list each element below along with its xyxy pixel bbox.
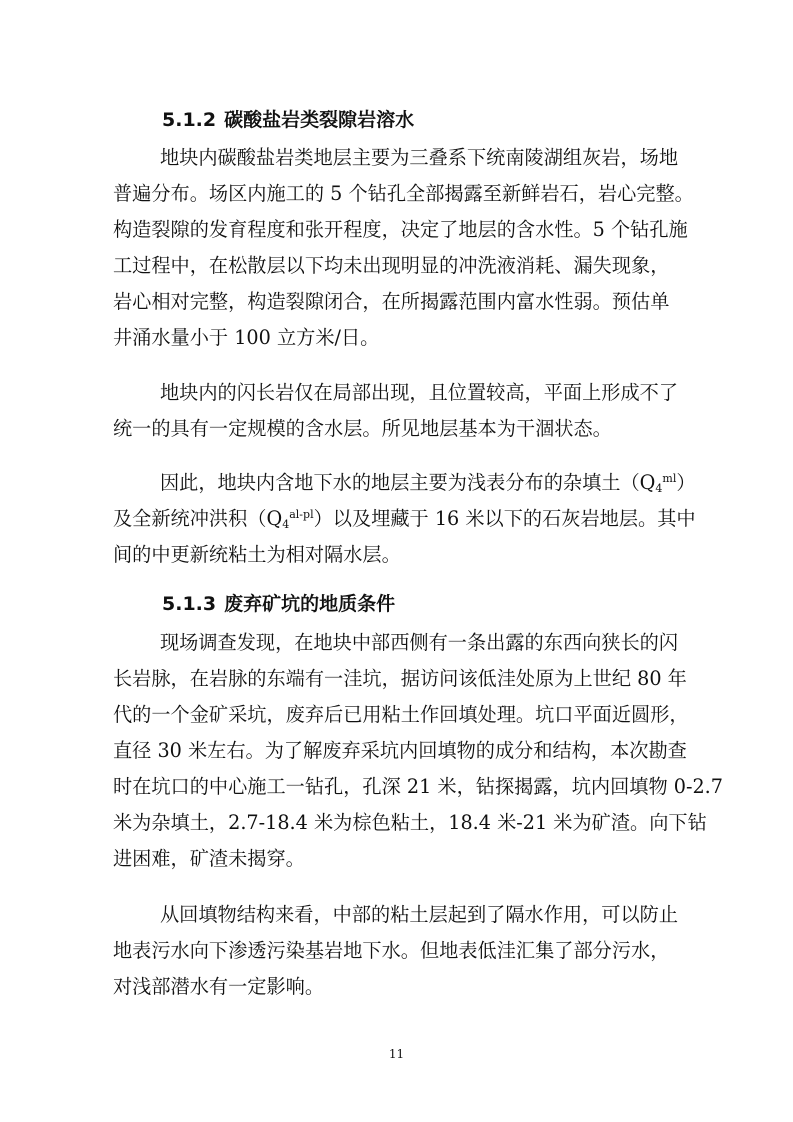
section-heading-5-1-3	[162, 592, 395, 616]
subscript: 4	[655, 482, 663, 495]
paragraph-line: 直径 30 米左右。为了解废弃采坑内回填物的成分和结构，本次勘查	[113, 739, 687, 762]
section-number: 5.1.3	[162, 593, 217, 615]
superscript: ml	[662, 472, 677, 485]
section-heading-5-1-2	[162, 108, 414, 132]
page-number: 11	[388, 1047, 405, 1061]
paragraph-text: ）	[676, 471, 696, 494]
section-title: 废弃矿坑的地质条件	[224, 593, 396, 615]
paragraph-line: 间的中更新统粘土为相对隔水层。	[113, 543, 401, 566]
paragraph-text: 及全新统冲洪积（Q	[113, 507, 283, 530]
paragraph-line: 统一的具有一定规模的含水层。所见地层基本为干涸状态。	[113, 417, 612, 440]
paragraph-line: 代的一个金矿采坑，废弃后已用粘土作回填处理。坑口平面近圆形，	[113, 703, 689, 726]
paragraph-line: 进困难，矿渣未揭穿。	[113, 847, 305, 870]
paragraph-line: 时在坑口的中心施工一钻孔，孔深 21 米，钻探揭露，坑内回填物 0-2.7	[113, 775, 723, 798]
paragraph-line	[113, 506, 696, 532]
paragraph-line: 现场调查发现，在地块中部西侧有一条出露的东西向狭长的闪	[160, 631, 679, 654]
subscript: 4	[282, 518, 290, 531]
paragraph-text: 因此，地块内含地下水的地层主要为浅表分布的杂填土（Q	[160, 471, 656, 494]
paragraph-line: 构造裂隙的发育程度和张开程度，决定了地层的含水性。5 个钻孔施	[113, 218, 688, 241]
superscript: al-pl	[289, 508, 314, 521]
paragraph-line	[160, 470, 696, 496]
paragraph-line: 普遍分布。场区内施工的 5 个钻孔全部揭露至新鲜岩石，岩心完整。	[113, 182, 694, 205]
paragraph-line: 地块内的闪长岩仅在局部出现，且位置较高，平面上形成不了	[160, 381, 679, 404]
section-title: 碳酸盐岩类裂隙岩溶水	[224, 109, 415, 131]
paragraph-line: 从回填物结构来看，中部的粘土层起到了隔水作用，可以防止	[160, 903, 679, 926]
paragraph-line: 工过程中，在松散层以下均未出现明显的冲洗液消耗、漏失现象，	[113, 254, 670, 277]
paragraph-text: ）以及埋藏于 16 米以下的石灰岩地层。其中	[313, 507, 696, 530]
paragraph-line: 对浅部潜水有一定影响。	[113, 975, 325, 998]
paragraph-line: 地块内碳酸盐岩类地层主要为三叠系下统南陵湖组灰岩，场地	[160, 146, 679, 169]
paragraph-line: 米为杂填土，2.7-18.4 米为棕色粘土，18.4 米-21 米为矿渣。向下钻	[113, 811, 707, 834]
paragraph-line: 井涌水量小于 100 立方米/日。	[113, 326, 380, 349]
paragraph-line: 岩心相对完整，构造裂隙闭合，在所揭露范围内富水性弱。预估单	[113, 290, 670, 313]
section-number: 5.1.2	[162, 109, 217, 131]
paragraph-line: 长岩脉，在岩脉的东端有一洼坑，据访问该低洼处原为上世纪 80 年	[113, 667, 687, 690]
paragraph-line: 地表污水向下渗透污染基岩地下水。但地表低洼汇集了部分污水，	[113, 939, 670, 962]
